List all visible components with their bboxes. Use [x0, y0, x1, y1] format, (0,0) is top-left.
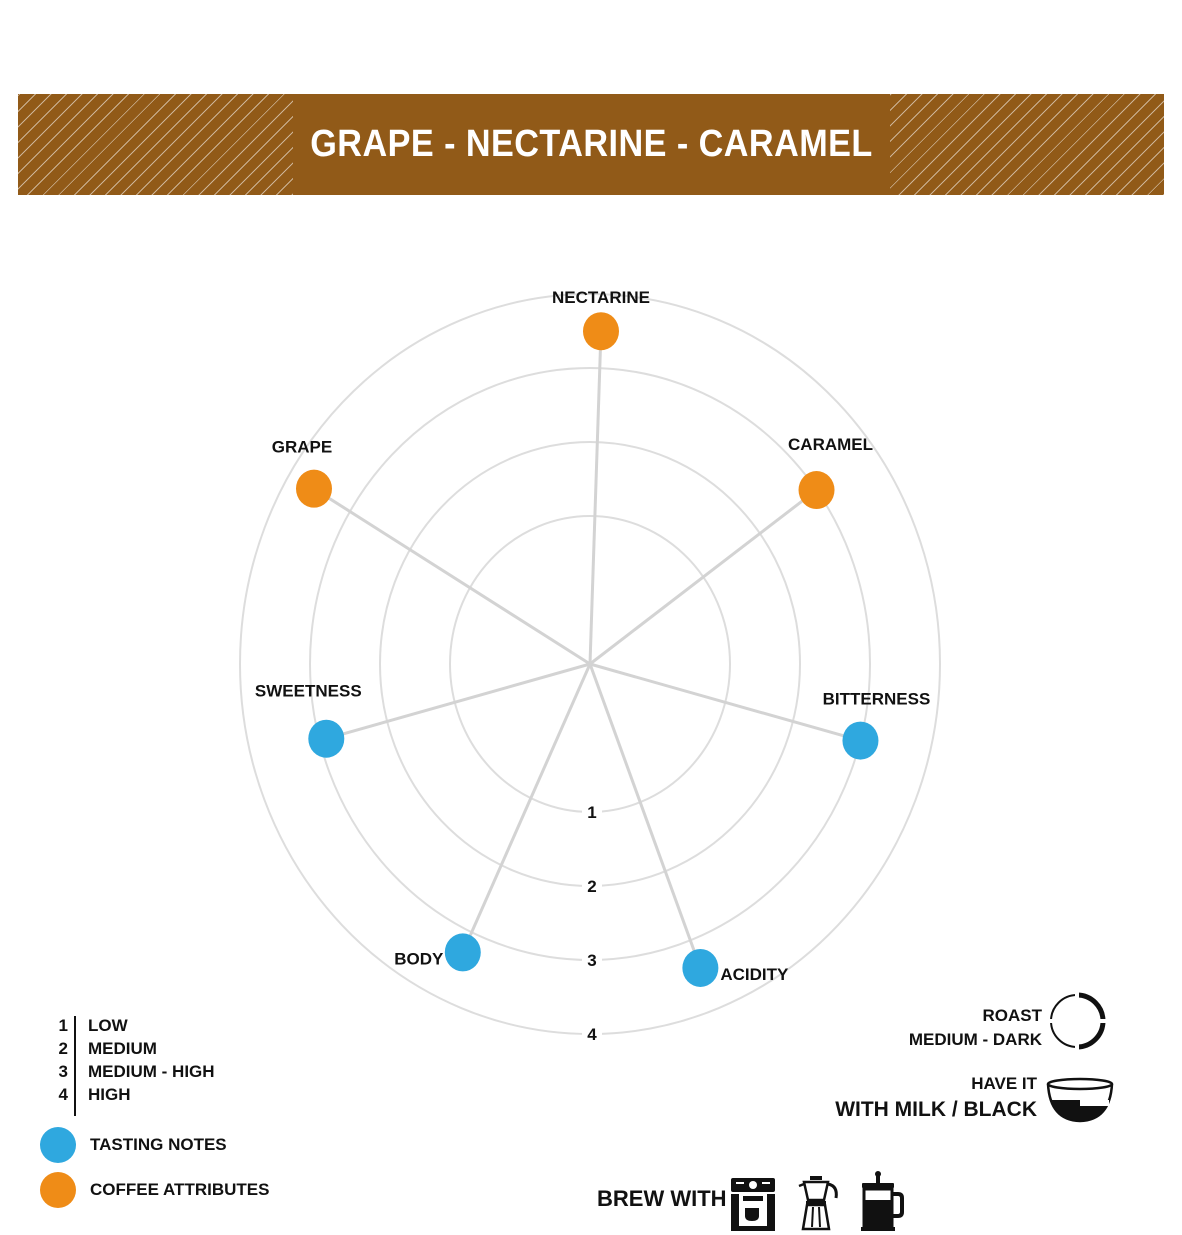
radar-point-body: [445, 933, 481, 971]
scale-row: [40, 1060, 215, 1083]
radar-label-caramel: CARAMEL: [788, 435, 874, 455]
legend-tasting-notes: [40, 1127, 227, 1163]
brew-label: BREW WITH: [597, 1186, 727, 1211]
scale-label: MEDIUM: [88, 1038, 157, 1058]
radar-point-grape: [296, 470, 332, 508]
radar-spoke-sweetness: [326, 664, 590, 739]
radar-spoke-acidity: [590, 664, 700, 968]
radar-tick-4: 4: [587, 1025, 597, 1044]
roast-title: ROAST: [982, 1006, 1042, 1025]
coffee-attributes-label: COFFEE ATTRIBUTES: [90, 1180, 270, 1199]
scale-legend: [40, 1014, 215, 1106]
radar-spoke-body: [463, 664, 590, 952]
radar-spoke-bitterness: [590, 664, 860, 741]
scale-divider: [74, 1016, 76, 1116]
legend-coffee-attributes: [40, 1172, 269, 1208]
scale-label: MEDIUM - HIGH: [88, 1061, 215, 1081]
radar-label-bitterness: BITTERNESS: [822, 689, 931, 709]
radar-tick-1: 1: [587, 803, 597, 822]
have-it-title: HAVE IT: [971, 1074, 1037, 1093]
scale-num: 3: [58, 1061, 68, 1081]
have-it-value: WITH MILK / BLACK: [835, 1098, 1037, 1121]
scale-label: LOW: [88, 1015, 128, 1035]
radar-tick-2: 2: [587, 877, 597, 896]
milk-bowl-icon: [1046, 1076, 1114, 1124]
moka-pot-icon: [796, 1174, 840, 1232]
radar-point-caramel: [799, 471, 835, 509]
coffee-attributes-swatch: [40, 1172, 76, 1208]
radar-point-acidity: [682, 949, 718, 987]
tasting-notes-swatch: [40, 1127, 76, 1163]
radar-point-sweetness: [308, 720, 344, 758]
radar-spokes: [314, 331, 860, 968]
radar-point-bitterness: [842, 722, 878, 760]
scale-num: 2: [58, 1038, 68, 1058]
roast-value: MEDIUM - DARK: [908, 1030, 1042, 1049]
scale-label: HIGH: [88, 1084, 131, 1104]
scale-num: 1: [58, 1015, 68, 1035]
scale-num: 4: [58, 1084, 68, 1104]
radar-label-sweetness: SWEETNESS: [254, 681, 362, 701]
brew-methods: [728, 1170, 904, 1232]
french-press-icon: [858, 1170, 904, 1232]
radar-point-nectarine: [583, 312, 619, 350]
radar-spoke-nectarine: [590, 331, 601, 664]
banner-title: GRAPE - NECTARINE - CARAMEL: [310, 123, 873, 165]
radar-label-grape: GRAPE: [271, 437, 333, 457]
scale-row: [40, 1014, 215, 1037]
radar-label-acidity: ACIDITY: [720, 964, 789, 984]
scale-row: [40, 1083, 215, 1106]
radar-tick-3: 3: [587, 951, 597, 970]
have-it-info: [835, 1072, 1037, 1124]
roast-level-icon: [1046, 990, 1108, 1052]
radar-tick-labels: [582, 800, 602, 1044]
scale-row: [40, 1037, 215, 1060]
espresso-machine-icon: [728, 1174, 778, 1232]
radar-label-nectarine: NECTARINE: [552, 288, 650, 308]
radar-label-body: BODY: [394, 949, 444, 969]
roast-info: [909, 1004, 1042, 1052]
tasting-notes-label: TASTING NOTES: [90, 1135, 227, 1154]
